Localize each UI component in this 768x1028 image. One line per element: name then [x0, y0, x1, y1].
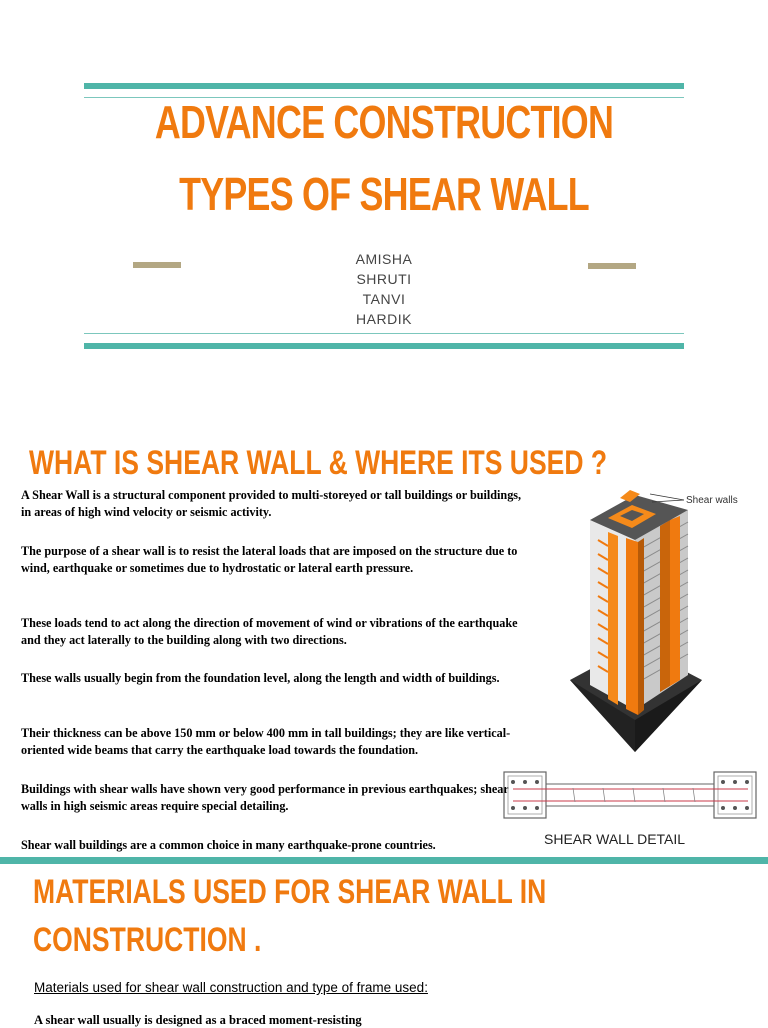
paragraph: The purpose of a shear wall is to resist the lateral loads that are imposed on the structure due to wind, earthquake or sometimes due to hydrostatic or lateral earth pressure. — [21, 544, 518, 575]
title-line-2: TYPES OF SHEAR WALL — [179, 168, 589, 220]
bottom-rule-thick — [84, 343, 684, 349]
section-heading-materials-2: CONSTRUCTION . — [33, 921, 262, 959]
author-list — [0, 249, 768, 329]
paragraph: A Shear Wall is a structural component provided to multi-storeyed or tall buildings or buildings, in areas of high wind velocity or seismic activity. — [21, 488, 522, 519]
paragraph: Shear wall buildings are a common choice in many earthquake-prone countries. — [21, 838, 436, 852]
materials-text: A shear wall usually is designed as a braced moment-resisting — [34, 1013, 362, 1027]
shear-wall-detail-drawing — [503, 770, 758, 822]
detail-caption: SHEAR WALL DETAIL — [544, 831, 686, 847]
paragraph: These walls usually begin from the foundation level, along the length and width of buildings. — [21, 671, 500, 685]
shear-walls-label: Shear walls — [686, 495, 738, 506]
bottom-rule-thin — [84, 333, 684, 334]
author-name: TANVI — [362, 291, 406, 307]
section-heading-shear-wall: WHAT IS SHEAR WALL & WHERE ITS USED ? — [29, 444, 608, 482]
author-name: HARDIK — [356, 311, 412, 327]
shear-wall-building-illustration — [560, 480, 768, 770]
paragraph: Their thickness can be above 150 mm or below 400 mm in tall buildings; they are like vertical-oriented wide beams that carry the earthquake load towards the foundation. — [21, 726, 511, 757]
author-name: SHRUTI — [356, 271, 412, 287]
slide-divider — [0, 857, 768, 864]
materials-subheading: Materials used for shear wall construction and type of frame used: — [34, 980, 428, 995]
section-heading-materials-1: MATERIALS USED FOR SHEAR WALL IN — [33, 873, 547, 911]
paragraph: Buildings with shear walls have shown very good performance in previous earthquakes; shear walls in high seismic areas require special detailing. — [21, 782, 509, 813]
author-name: AMISHA — [355, 251, 413, 267]
paragraph: These loads tend to act along the direction of movement of wind or vibrations of the earthquake and they act laterally to the building along with two directions. — [21, 616, 518, 647]
title-line-1: ADVANCE CONSTRUCTION — [154, 96, 614, 148]
